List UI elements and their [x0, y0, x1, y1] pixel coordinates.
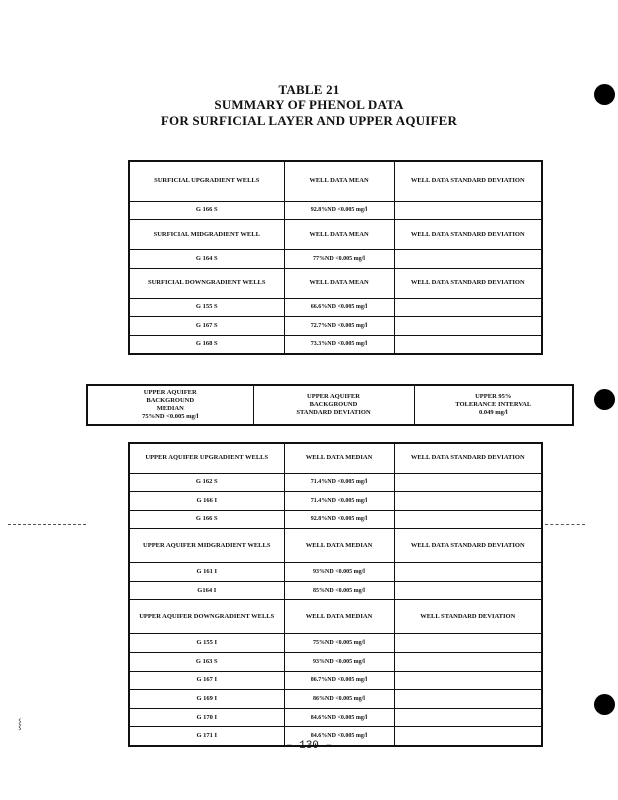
table-row: [129, 510, 542, 529]
well-id-cell: G 155 I: [129, 634, 284, 653]
well-group-header: SURFICIAL DOWNGRADIENT WELLS: [129, 268, 284, 298]
well-value-cell: 75%ND <0.005 mg/l: [284, 634, 394, 653]
table-row: [129, 473, 542, 492]
scan-mark: [8, 524, 86, 525]
mean-median-header: WELL DATA MEAN: [284, 161, 394, 201]
well-id-cell: G 167 S: [129, 317, 284, 336]
sd-value-cell: [394, 317, 542, 336]
well-value-cell: 86%ND <0.005 mg/l: [284, 690, 394, 709]
sd-value-cell: [394, 201, 542, 220]
well-id-cell: G 164 S: [129, 250, 284, 269]
well-group-header: SURFICIAL MIDGRADIENT WELL: [129, 220, 284, 250]
sd-header: WELL DATA STANDARD DEVIATION: [394, 443, 542, 473]
table-row: [129, 317, 542, 336]
well-value-cell: 71.4%ND <0.005 mg/l: [284, 492, 394, 511]
mean-median-header: WELL DATA MEAN: [284, 220, 394, 250]
sd-value-cell: [394, 708, 542, 727]
well-group-header: SURFICIAL UPGRADIENT WELLS: [129, 161, 284, 201]
well-id-cell: G 166 S: [129, 201, 284, 220]
group-header-row: [129, 443, 542, 473]
table-row: [129, 690, 542, 709]
group-header-row: [129, 268, 542, 298]
sd-value-cell: [394, 492, 542, 511]
well-id-cell: G 163 S: [129, 653, 284, 672]
well-value-cell: 85%ND <0.005 mg/l: [284, 581, 394, 600]
table-number: TABLE 21: [278, 82, 340, 97]
group-header-row: [129, 161, 542, 201]
well-id-cell: G 168 S: [129, 335, 284, 354]
sd-value-cell: [394, 510, 542, 529]
well-value-cell: 93%ND <0.005 mg/l: [284, 563, 394, 582]
tolerance-interval-cell: [414, 385, 573, 425]
sd-value-cell: [394, 634, 542, 653]
sd-header: WELL STANDARD DEVIATION: [394, 600, 542, 634]
well-value-cell: 84.6%ND <0.005 mg/l: [284, 727, 394, 746]
table-row: [129, 492, 542, 511]
surficial-table: [128, 160, 543, 355]
well-id-cell: G 162 S: [129, 473, 284, 492]
well-value-cell: 71.4%ND <0.005 mg/l: [284, 473, 394, 492]
sd-value-cell: [394, 335, 542, 354]
sd-value-cell: [394, 298, 542, 317]
table-row: [129, 634, 542, 653]
sd-value-cell: [394, 563, 542, 582]
sd-value-cell: [394, 250, 542, 269]
table-title: SUMMARY OF PHENOL DATA: [214, 97, 404, 112]
table-row: [129, 653, 542, 672]
table-row: [129, 201, 542, 220]
background-median-text: UPPER AQUIFER BACKGROUND MEDIAN 75%ND <0.005 mg/l: [142, 389, 199, 420]
sd-value-cell: [394, 653, 542, 672]
table-row: [129, 708, 542, 727]
well-id-cell: G 170 I: [129, 708, 284, 727]
group-header-row: [129, 529, 542, 563]
well-value-cell: 77%ND <0.005 mg/l: [284, 250, 394, 269]
mean-median-header: WELL DATA MEDIAN: [284, 600, 394, 634]
binder-hole: [594, 694, 615, 715]
well-value-cell: 73.3%ND <0.005 mg/l: [284, 335, 394, 354]
sd-header: WELL DATA STANDARD DEVIATION: [394, 220, 542, 250]
background-sd-cell: [253, 385, 414, 425]
sd-value-cell: [394, 690, 542, 709]
well-id-cell: G164 I: [129, 581, 284, 600]
mean-median-header: WELL DATA MEDIAN: [284, 529, 394, 563]
group-header-row: [129, 220, 542, 250]
table-row: [129, 581, 542, 600]
sd-header: WELL DATA STANDARD DEVIATION: [394, 529, 542, 563]
binder-hole: [594, 84, 615, 105]
scan-mark: ⸾: [18, 719, 22, 730]
sd-header: WELL DATA STANDARD DEVIATION: [394, 161, 542, 201]
sd-value-cell: [394, 671, 542, 690]
well-id-cell: G 166 S: [129, 510, 284, 529]
well-id-cell: G 167 I: [129, 671, 284, 690]
upper-aquifer-table: [128, 442, 543, 747]
table-row: [129, 298, 542, 317]
sd-header: WELL DATA STANDARD DEVIATION: [394, 268, 542, 298]
mean-median-header: WELL DATA MEAN: [284, 268, 394, 298]
well-group-header: UPPER AQUIFER MIDGRADIENT WELLS: [129, 529, 284, 563]
well-id-cell: G 161 I: [129, 563, 284, 582]
binder-hole: [594, 389, 615, 410]
sd-value-cell: [394, 473, 542, 492]
table-subtitle: FOR SURFICIAL LAYER AND UPPER AQUIFER: [160, 113, 458, 128]
table-row: [129, 250, 542, 269]
table-row: [129, 335, 542, 354]
tolerance-interval-text: UPPER 95% TOLERANCE INTERVAL 0.049 mg/l: [455, 393, 532, 416]
background-sd-text: UPPER AQUIFER BACKGROUND STANDARD DEVIATION: [296, 393, 371, 416]
table-row: [129, 671, 542, 690]
well-id-cell: G 169 I: [129, 690, 284, 709]
well-group-header: UPPER AQUIFER UPGRADIENT WELLS: [129, 443, 284, 473]
well-value-cell: 92.8%ND <0.005 mg/l: [284, 201, 394, 220]
scan-mark: [545, 524, 585, 525]
mean-median-header: WELL DATA MEDIAN: [284, 443, 394, 473]
upper-aquifer-background-table: [86, 384, 574, 426]
well-id-cell: G 171 I: [129, 727, 284, 746]
well-group-header: UPPER AQUIFER DOWNGRADIENT WELLS: [129, 600, 284, 634]
well-id-cell: G 166 I: [129, 492, 284, 511]
well-value-cell: 93%ND <0.005 mg/l: [284, 653, 394, 672]
well-value-cell: 66.6%ND <0.005 mg/l: [284, 298, 394, 317]
group-header-row: [129, 600, 542, 634]
table-row: [129, 563, 542, 582]
well-value-cell: 72.7%ND <0.005 mg/l: [284, 317, 394, 336]
well-value-cell: 84.6%ND <0.005 mg/l: [284, 708, 394, 727]
well-value-cell: 92.8%ND <0.005 mg/l: [284, 510, 394, 529]
background-median-cell: [87, 385, 253, 425]
sd-value-cell: [394, 581, 542, 600]
well-id-cell: G 155 S: [129, 298, 284, 317]
page-number: – 130 –: [285, 740, 333, 752]
well-value-cell: 86.7%ND <0.005 mg/l: [284, 671, 394, 690]
